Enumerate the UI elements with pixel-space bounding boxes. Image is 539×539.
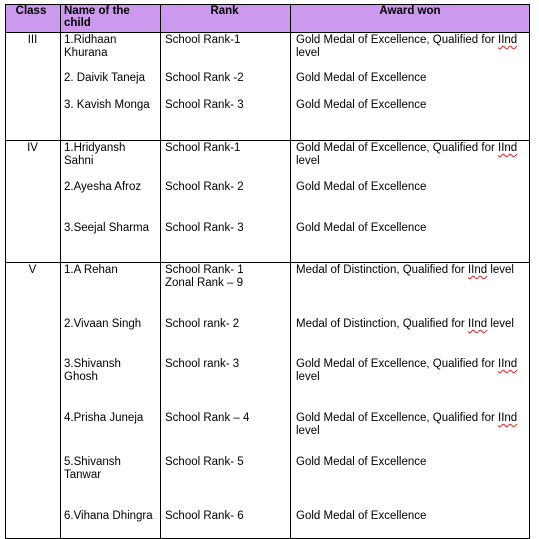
header-class: Class — [15, 5, 47, 17]
cell-name: 3. Kavish Monga — [64, 99, 150, 111]
cell-award: Medal of Distinction, Qualified for IInd level — [296, 318, 514, 330]
cell-rank: School Rank- 6 — [165, 510, 244, 522]
cell-name: 4.Prisha Juneja — [64, 412, 144, 424]
cell-award: Gold Medal of Excellence — [296, 72, 427, 84]
class-label: III — [27, 34, 38, 46]
spellcheck-word: IInd — [498, 142, 518, 154]
section-divider — [5, 140, 530, 141]
cell-name: 1.Hridyansh Sahni — [64, 142, 126, 167]
spellcheck-word: IInd — [498, 412, 518, 424]
class-label: IV — [27, 142, 38, 154]
cell-rank: School Rank- 5 — [165, 456, 244, 468]
cell-award: Gold Medal of Excellence — [296, 456, 427, 468]
cell-name: 1.A Rehan — [64, 264, 118, 276]
spellcheck-word: IInd — [467, 264, 488, 276]
cell-award: Gold Medal of Excellence — [296, 222, 427, 234]
header-bottom-border — [5, 32, 530, 33]
column-divider — [60, 4, 61, 539]
cell-name: 5.Shivansh Tanwar — [64, 456, 121, 481]
cell-name: 2.Ayesha Afroz — [64, 181, 142, 193]
cell-rank: School Rank- 1 Zonal Rank – 9 — [165, 264, 244, 289]
cell-name: 6.Vihana Dhingra — [64, 510, 153, 522]
cell-name: 3.Shivansh Ghosh — [64, 358, 121, 383]
cell-award: Gold Medal of Excellence, Qualified for IInd level — [296, 34, 518, 59]
cell-rank: School rank- 3 — [165, 358, 240, 370]
cell-award: Medal of Distinction, Qualified for IInd level — [296, 264, 514, 276]
header-name: Name of the child — [64, 5, 130, 29]
cell-rank: School Rank- 3 — [165, 222, 244, 234]
cell-award: Gold Medal of Excellence, Qualified for IInd level — [296, 358, 518, 383]
column-divider — [290, 4, 291, 539]
class-label: V — [28, 264, 37, 276]
cell-name: 1.Ridhaan Khurana — [64, 34, 117, 59]
cell-rank: School rank- 2 — [165, 318, 240, 330]
cell-name: 3.Seejal Sharma — [64, 222, 150, 234]
cell-award: Gold Medal of Excellence, Qualified for IInd level — [296, 412, 518, 437]
cell-name: 2. Daivik Taneja — [64, 72, 145, 84]
cell-award: Gold Medal of Excellence — [296, 99, 427, 111]
cell-award: Gold Medal of Excellence — [296, 510, 427, 522]
spellcheck-word: IInd — [498, 358, 518, 370]
cell-rank: School Rank-1 — [165, 34, 241, 46]
cell-name: 2.Vivaan Singh — [64, 318, 142, 330]
header-rank: Rank — [210, 5, 239, 17]
cell-rank: School Rank -2 — [165, 72, 244, 84]
spellcheck-word: IInd — [467, 318, 488, 330]
header-award: Award won — [379, 5, 441, 17]
cell-rank: School Rank- 2 — [165, 181, 244, 193]
cell-award: Gold Medal of Excellence, Qualified for IInd level — [296, 142, 518, 167]
spellcheck-word: IInd — [498, 34, 518, 46]
cell-award: Gold Medal of Excellence — [296, 181, 427, 193]
column-divider — [160, 4, 161, 539]
table-top-border — [5, 4, 530, 5]
cell-rank: School Rank- 3 — [165, 99, 244, 111]
section-divider — [5, 262, 530, 263]
cell-rank: School Rank – 4 — [165, 412, 250, 424]
cell-rank: School Rank-1 — [165, 142, 241, 154]
column-divider — [529, 4, 530, 539]
